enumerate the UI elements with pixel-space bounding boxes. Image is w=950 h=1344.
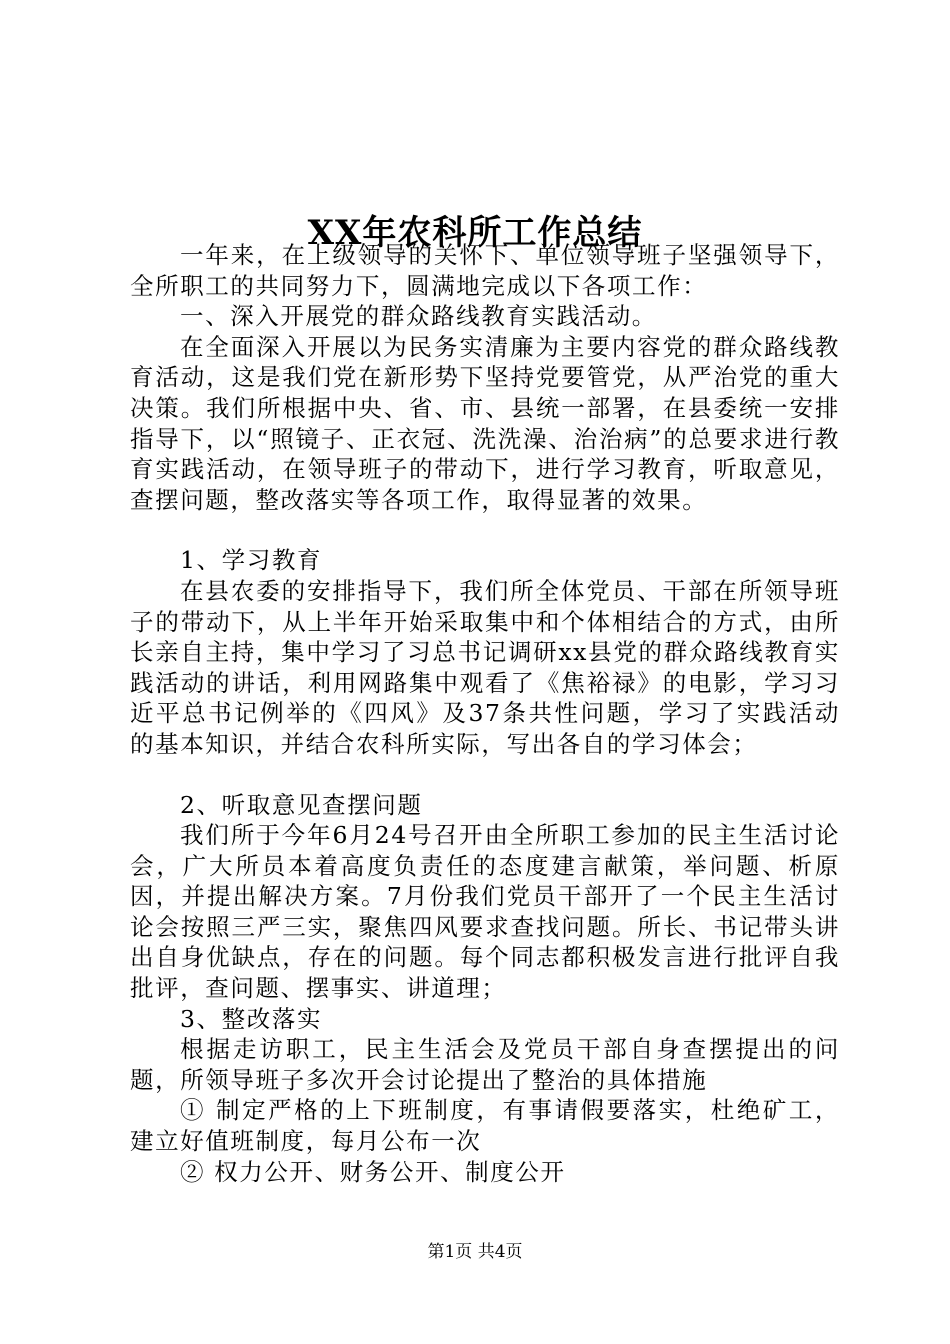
measure-item-1: ① 制定严格的上下班制度，有事请假要落实，杜绝矿工，建立好值班制度，每月公布一次 xyxy=(130,1096,840,1156)
subheading-rectification: 3、整改落实 xyxy=(180,1004,323,1033)
intro-paragraph: 一年来，在上级领导的关怀下、单位领导班子坚强领导下，全所职工的共同努力下，圆满地完成以下各项工作： xyxy=(130,241,840,300)
page-number-footer: 第1页 共4页 xyxy=(427,1242,523,1262)
section-1-paragraph: 在全面深入开展以为民务实清廉为主要内容党的群众路线教育活动，这是我们党在新形势下坚持党要管党，从严治党的重大决策。我们所根据中央、省、市、县统一部署，在县委统一安排指导下，以“照镜子、正衣冠、洗洗澡、治治病”的总要求进行教育实践活动，在领导班子的带动下，进行学习教育，听取意见，查摆问题，整改落实等各项工作，取得显著的效果。 xyxy=(130,332,840,514)
subheading-opinions: 2、听取意见查摆问题 xyxy=(180,790,423,819)
study-paragraph: 在县农委的安排指导下，我们所全体党员、干部在所领导班子的带动下，从上半年开始采取集中和个体相结合的方式，由所长亲自主持，集中学习了习总书记调研xx县党的群众路线教育实践活动的讲话，利用网路集中观看了《焦裕禄》的电影，学习习近平总书记例举的《四风》及37条共性问题，学习了实践活动的基本知识，并结合农科所实际，写出各自的学习体会； xyxy=(130,576,840,758)
document-title: XX年农科所工作总结 xyxy=(307,212,643,253)
section-heading-1: 一、深入开展党的群众路线教育实践活动。 xyxy=(180,302,657,331)
rectification-paragraph: 根据走访职工，民主生活会及党员干部自身查摆提出的问题，所领导班子多次开会讨论提出了整治的具体措施 xyxy=(130,1035,840,1094)
subheading-study: 1、学习教育 xyxy=(180,546,323,575)
document-body xyxy=(130,240,840,1187)
opinions-paragraph: 我们所于今年6月24号召开由全所职工参加的民主生活讨论会，广大所员本着高度负责任的态度建言献策，举问题、析原因，并提出解决方案。7月份我们党员干部开了一个民主生活讨论会按照三严三实，聚焦四风要求查找问题。所长、书记带头讲出自身优缺点，存在的问题。每个同志都积极发言进行批评自我批评，查问题、摆事实、讲道理； xyxy=(130,821,840,1003)
measure-item-2: ② 权力公开、财务公开、制度公开 xyxy=(180,1157,566,1186)
